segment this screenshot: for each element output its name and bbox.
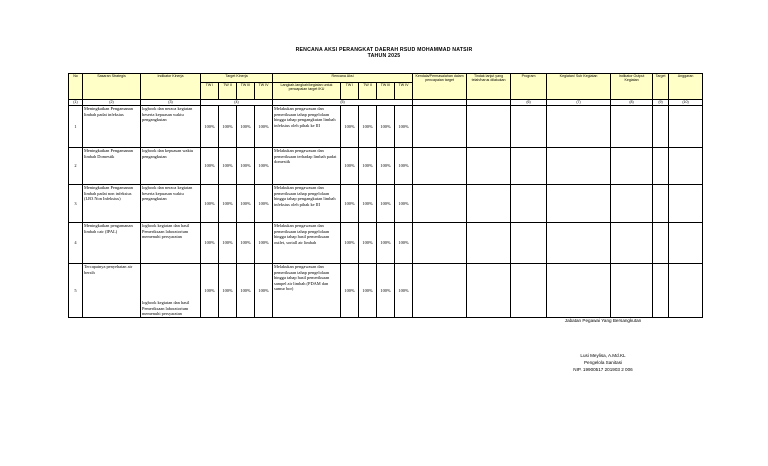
header-target-tw2: TW II (219, 83, 237, 100)
row-number: 1 (69, 106, 83, 148)
cell-target-tw4: 100% (255, 106, 273, 148)
cell-anggaran (669, 223, 703, 264)
cell-anggaran (669, 148, 703, 185)
cell-kendala (413, 148, 467, 185)
cell-anggaran (669, 106, 703, 148)
cell-target-tw4: 100% (255, 185, 273, 223)
row-number: 4 (69, 223, 83, 264)
cell-program (511, 106, 547, 148)
cell-target (653, 185, 669, 223)
cell-tindak-lanjut (467, 148, 511, 185)
row-number: 3 (69, 185, 83, 223)
cell-target-tw1: 100% (201, 264, 219, 318)
header-target-tw1: TW I (201, 83, 219, 100)
cell-langkah: Melakukan pengawasan dan pemeriksaan tahap pengelolaan hingga tahap pengangkutan limbah infeksius oleh pihak ke III (273, 185, 341, 223)
col-number: (8) (611, 100, 653, 106)
cell-sasaran: Meningkatkan Pengamanan limbah padat non infeksius (LB3 Non Infeksius) (83, 185, 141, 223)
cell-target-tw4: 100% (255, 264, 273, 318)
cell-sasaran: Meningkatkan pengamanan limbah cair (IPAL) (83, 223, 141, 264)
cell-kendala (413, 106, 467, 148)
cell-indikator-output (611, 223, 653, 264)
col-number: (5) (273, 100, 413, 106)
col-number: (1) (69, 100, 83, 106)
header-langkah: Langkah-langkah/kegiatan untuk pencapaian target IKU (273, 83, 341, 100)
cell-program (511, 223, 547, 264)
cell-aksi-tw3: 100% (377, 223, 395, 264)
header-aksi-tw4: TW IV (395, 83, 413, 100)
cell-target (653, 148, 669, 185)
header-target-tw4: TW IV (255, 83, 273, 100)
header-target: Target (653, 74, 669, 100)
cell-aksi-tw2: 100% (359, 148, 377, 185)
cell-aksi-tw1: 100% (341, 185, 359, 223)
cell-program (511, 264, 547, 318)
cell-target-tw3: 100% (237, 185, 255, 223)
cell-aksi-tw3: 100% (377, 185, 395, 223)
cell-target-tw2: 100% (219, 148, 237, 185)
header-tindak-lanjut: Tindak lanjut yang telah/harus dilakukan (467, 74, 511, 100)
cell-tindak-lanjut (467, 185, 511, 223)
header-sasaran: Sasaran Strategis (83, 74, 141, 100)
cell-target-tw3: 100% (237, 148, 255, 185)
cell-aksi-tw4: 100% (395, 148, 413, 185)
action-plan-table (68, 73, 703, 318)
cell-kegiatan (547, 106, 611, 148)
cell-kegiatan (547, 185, 611, 223)
header-indikator: Indikator Kinerja (141, 74, 201, 100)
cell-target-tw1: 100% (201, 106, 219, 148)
document-year: TAHUN 2025 (367, 53, 401, 59)
col-number: (4) (201, 100, 273, 106)
cell-langkah: Melakukan pengawasan dan pemeriksaan tahap pengelolaan hingga tahap hasil pemeriksaan sampel air limbah (PDAM dan sumur bor) (273, 264, 341, 318)
cell-sasaran: Tercapainya penyehatan air bersih (83, 264, 141, 318)
col-number: (6) (511, 100, 547, 106)
table-row (69, 148, 703, 185)
table-row (69, 106, 703, 148)
cell-kegiatan (547, 264, 611, 318)
cell-target (653, 106, 669, 148)
cell-aksi-tw4: 100% (395, 223, 413, 264)
cell-target-tw3: 100% (237, 223, 255, 264)
cell-aksi-tw3: 100% (377, 264, 395, 318)
header-kendala: Kendala/Permasalahan dalam pencapaian target (413, 74, 467, 100)
header-indikator-output: Indikator Output Kegiatan (611, 74, 653, 100)
header-anggaran: Anggaran (669, 74, 703, 100)
cell-kendala (413, 264, 467, 318)
table-row (69, 185, 703, 223)
cell-target-tw4: 100% (255, 223, 273, 264)
cell-langkah: Melakukan pengawasan dan pemeriksaan tahap pengelolaan hingga tahap hasil pemeriksaan outlet, sortall air limbah (273, 223, 341, 264)
cell-tindak-lanjut (467, 106, 511, 148)
cell-aksi-tw3: 100% (377, 148, 395, 185)
row-number: 5 (69, 264, 83, 318)
cell-aksi-tw1: 100% (341, 264, 359, 318)
cell-kegiatan (547, 148, 611, 185)
cell-target-tw2: 100% (219, 185, 237, 223)
cell-kendala (413, 185, 467, 223)
cell-target-tw3: 100% (237, 106, 255, 148)
col-number: (10) (669, 100, 703, 106)
cell-kegiatan (547, 223, 611, 264)
cell-target-tw4: 100% (255, 148, 273, 185)
signature-role: Jabatan Pegawai Yang Bersangkutan (564, 318, 642, 323)
signature-name: Lusi Meylisa, A.Md.KL (580, 353, 626, 358)
cell-aksi-tw4: 100% (395, 264, 413, 318)
cell-program (511, 185, 547, 223)
cell-aksi-tw2: 100% (359, 223, 377, 264)
header-target-kinerja: Target Kinerja (201, 74, 273, 83)
cell-target-tw1: 100% (201, 148, 219, 185)
header-rencana-aksi: Rencana Aksi (273, 74, 413, 83)
cell-program (511, 148, 547, 185)
cell-indikator-output (611, 106, 653, 148)
header-aksi-tw2: TW II (359, 83, 377, 100)
cell-indikator-output (611, 185, 653, 223)
cell-target (653, 223, 669, 264)
cell-target-tw2: 100% (219, 223, 237, 264)
cell-sasaran: Meningkatkan Pengamanan limbah padat infeksius (83, 106, 141, 148)
header-kegiatan: Kegiatan/ Sub Kegiatan (547, 74, 611, 100)
cell-aksi-tw3: 100% (377, 106, 395, 148)
cell-target-tw2: 100% (219, 264, 237, 318)
cell-aksi-tw1: 100% (341, 106, 359, 148)
cell-anggaran (669, 264, 703, 318)
cell-aksi-tw4: 100% (395, 185, 413, 223)
header-aksi-tw1: TW I (341, 83, 359, 100)
document-title: RENCANA AKSI PERANGKAT DAERAH RSUD MOHAMMAD NATSIR (295, 47, 473, 53)
cell-target-tw2: 100% (219, 106, 237, 148)
cell-sasaran: Meningkatkan Pengamanan limbah Domestik (83, 148, 141, 185)
cell-aksi-tw1: 100% (341, 148, 359, 185)
col-number: (2) (83, 100, 141, 106)
cell-indikator: logbook dan neraca kegiatan beserta kepuasan waktu pengangkutan (141, 106, 201, 148)
cell-target (653, 264, 669, 318)
cell-aksi-tw2: 100% (359, 185, 377, 223)
cell-indikator-output (611, 148, 653, 185)
header-target-tw3: TW III (237, 83, 255, 100)
cell-indikator: logbook kegiatan dan hasil Pemeriksaan laboratorium memenuhi persyaratan (141, 264, 201, 318)
cell-langkah: Melakukan pengawasan dan pemeriksaan tahap pengelolaan hingga tahap pengangkutan limbah infeksius oleh pihak ke III (273, 106, 341, 148)
header-program: Program (511, 74, 547, 100)
col-number: (9) (653, 100, 669, 106)
cell-indikator-output (611, 264, 653, 318)
table-row (69, 264, 703, 318)
cell-aksi-tw2: 100% (359, 106, 377, 148)
col-number: (7) (547, 100, 611, 106)
cell-target-tw1: 100% (201, 223, 219, 264)
col-number: (3) (141, 100, 201, 106)
cell-langkah: Melakukan pengawasan dan pemeriksaan terhadap limbah padat domestik (273, 148, 341, 185)
table-row (69, 223, 703, 264)
cell-indikator: logbook dan neraca kegiatan beserta kepuasan waktu pengangkutan (141, 185, 201, 223)
cell-aksi-tw4: 100% (395, 106, 413, 148)
cell-kendala (413, 223, 467, 264)
cell-indikator: logbook kegiatan dan hasil Pemeriksaan laboratorium memenuhi persyaratan (141, 223, 201, 264)
cell-tindak-lanjut (467, 264, 511, 318)
signature-nip: NIP. 19900517 201903 2 006 (573, 367, 633, 372)
cell-tindak-lanjut (467, 223, 511, 264)
cell-target-tw3: 100% (237, 264, 255, 318)
signature-position: Pengelola Sanitasi (583, 360, 623, 365)
cell-aksi-tw2: 100% (359, 264, 377, 318)
header-aksi-tw3: TW III (377, 83, 395, 100)
header-no: No (69, 74, 83, 100)
cell-target-tw1: 100% (201, 185, 219, 223)
row-number: 2 (69, 148, 83, 185)
cell-aksi-tw1: 100% (341, 223, 359, 264)
cell-indikator: logbook dan kepuasan waktu pengangkutan (141, 148, 201, 185)
cell-anggaran (669, 185, 703, 223)
